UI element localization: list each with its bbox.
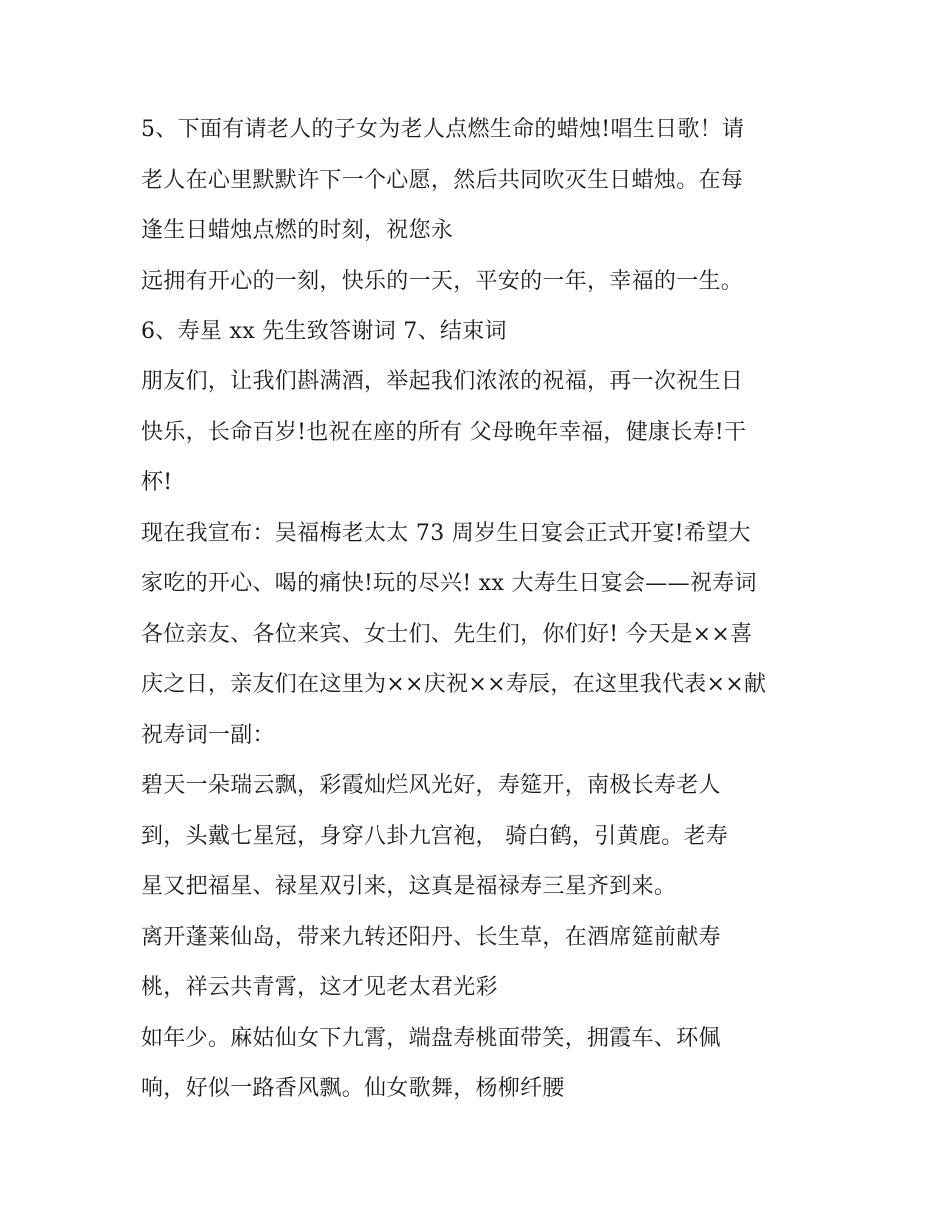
- text-line: 6、寿星 xx 先生致答谢词 7、结束词: [141, 319, 507, 344]
- text-line: 庆之日，亲友们在这里为××庆祝××寿辰，在这里我代表××献: [141, 672, 767, 697]
- text-line: 家吃的开心、喝的痛快!玩的尽兴! xx 大寿生日宴会——祝寿词: [141, 571, 757, 596]
- text-line: 现在我宣布：吴福梅老太太 73 周岁生日宴会正式开宴!希望大: [141, 521, 751, 546]
- text-line: 逢生日蜡烛点燃的时刻，祝您永: [141, 218, 454, 243]
- text-line: 各位亲友、各位来宾、女士们、先生们，你们好! 今天是××喜: [141, 622, 753, 647]
- text-line: 祝寿词一副：: [141, 723, 275, 748]
- text-line: 快乐，长命百岁!也祝在座的所有 父母晚年幸福，健康长寿!干: [141, 420, 747, 445]
- text-line: 碧天一朵瑞云飘，彩霞灿烂风光好，寿筵开，南极长寿老人: [141, 773, 721, 798]
- text-line: 老人在心里默默许下一个心愿，然后共同吹灭生日蜡烛。在每: [141, 168, 744, 193]
- text-line: 到，头戴七星冠，身穿八卦九宫袍， 骑白鹤，引黄鹿。老寿: [141, 824, 729, 849]
- text-line: 杯!: [141, 470, 173, 495]
- text-line: 远拥有开心的一刻，快乐的一天，平安的一年，幸福的一生。: [141, 269, 744, 294]
- text-line: 如年少。麻姑仙女下九霄，端盘寿桃面带笑，拥霞车、环佩: [141, 1026, 721, 1051]
- text-line: 星又把福星、禄星双引来，这真是福禄寿三星齐到来。: [141, 874, 677, 899]
- text-line: 响，好似一路香风飘。仙女歌舞，杨柳纤腰: [141, 1076, 565, 1101]
- text-line: 朋友们，让我们斟满酒，举起我们浓浓的祝福，再一次祝生日: [141, 369, 744, 394]
- text-line: 离开蓬莱仙岛，带来九转还阳丹、长生草，在酒席筵前献寿: [141, 925, 721, 950]
- text-line: 5、下面有请老人的子女为老人点燃生命的蜡烛!唱生日歌！请: [141, 117, 745, 142]
- text-line: 桃，祥云共青霄，这才见老太君光彩: [141, 975, 498, 1000]
